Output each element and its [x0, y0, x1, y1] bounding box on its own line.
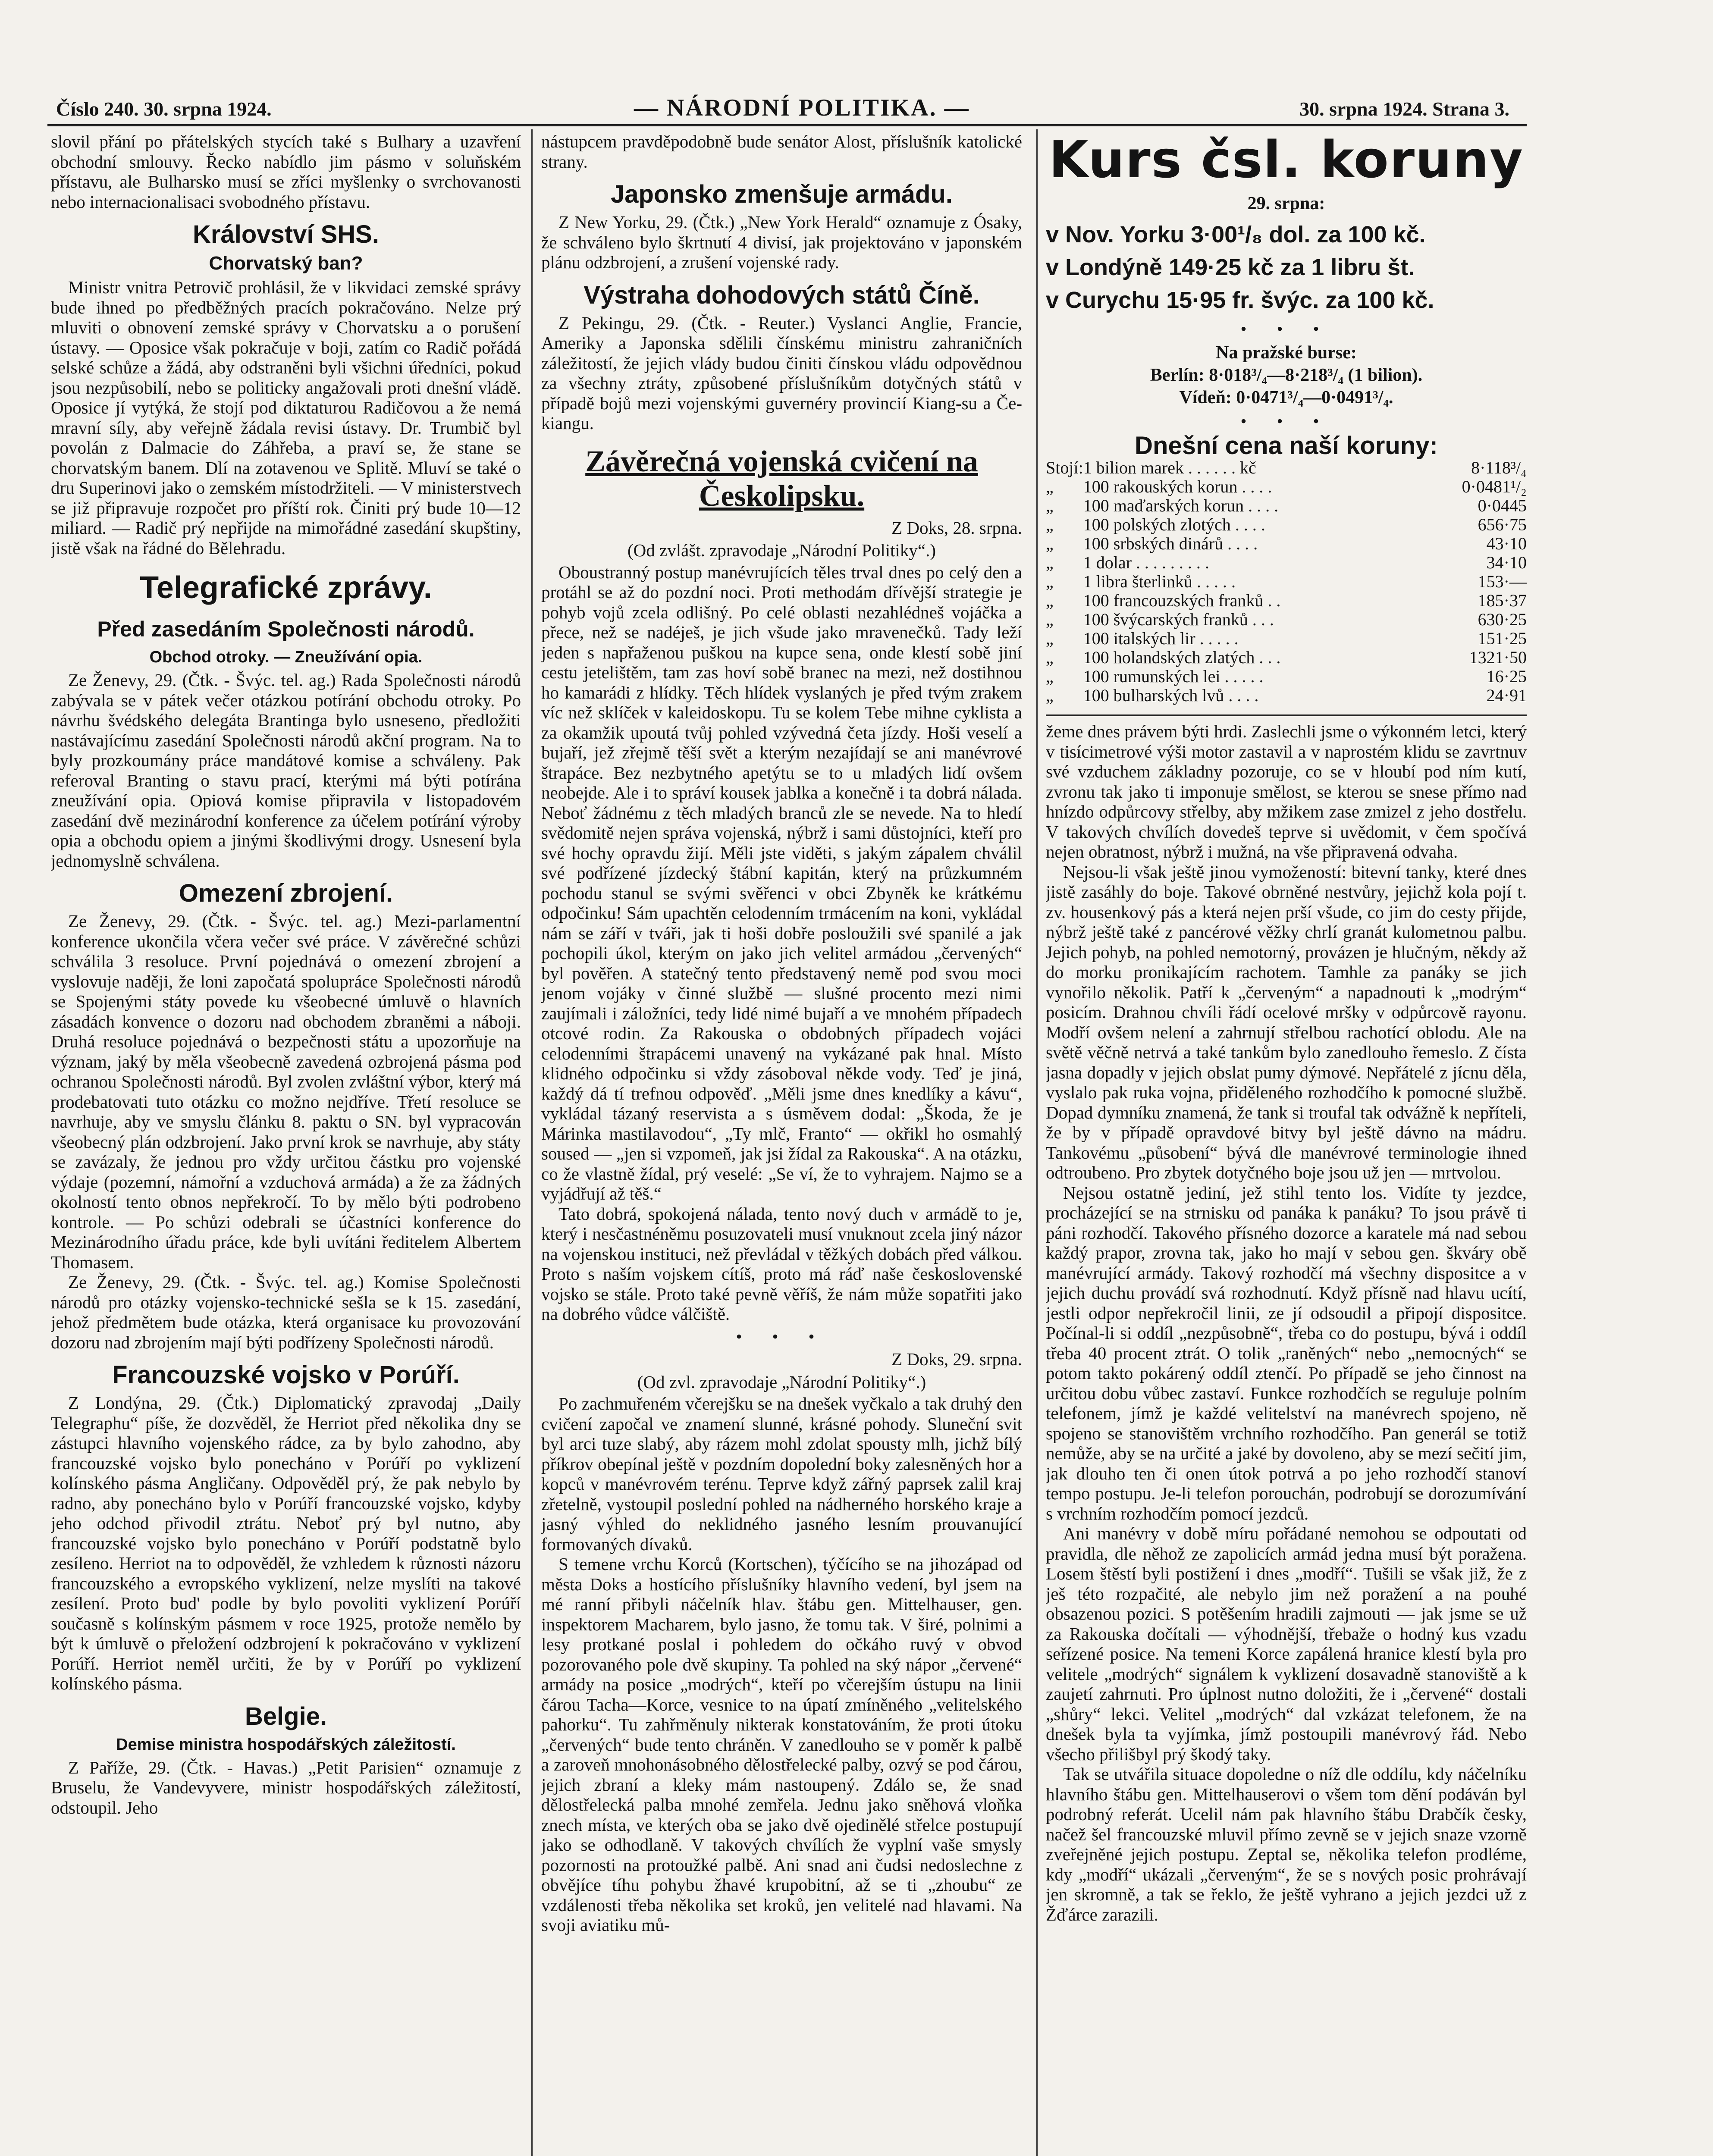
- column-3: [1046, 132, 1527, 2156]
- exchange-rate-line: v Londýně 149·25 kč za 1 libru št.: [1046, 254, 1415, 280]
- source-note: (Od zvl. zpravodaje „Národní Politiky“.): [637, 1372, 926, 1392]
- divider: [1046, 714, 1527, 716]
- article-text: Nejsou-li však ještě jinou vymožeností: bitevní tanky, které dnes jistě zasáhly do boje. Takové obrněné nestvůry, jejichž kola pojí t. zv. housenkový pás a která nejen prší všude, co jim do cesty přijde, nýbrž ještě také z pancérové věžky chrlí granát kulometnou palbu. Jejich pohyb, na pohled nemotorný, provázen je hlučným, někdy až do morku pronikajícím rachotem. Tamhle za panáky se jich vynořilo několik. Patří k „červeným“ a napadnouti k „modrým“ posicím. Drahnou chvíli řádí ocelové mršky v odpůrcově rayonu. Modří ovšem nelení a zahrnují střelbou rachotící oblodu. Ale na světě věčně netrvá a také tankům bylo zanedlouho řemeslo. Z čísta jasna dopadly v jejich obslat pumy dýmové. Nepřátelé z jícnu děla, vyslalo pak ruka vojna, přiděleného rozhodčího k pomocné službě. Dopad dymníku znamená, že tank si troufal tak odvážně k nepříteli, že by v případě opravdové bitvy byl ještě dávno na mádru. Tankovému „působení“ bývá dle manévrové terminologie ihned odtroubeno. Pro zbytek dotyčného boje jsou už jen — mrtvolou.: [1046, 862, 1527, 1182]
- row-prefix: Stojí:: [1046, 458, 1083, 477]
- article-text: žeme dnes právem býti hrdi. Zaslechli jsme o výkonném letci, který v tisícimetrové výši motor zastavil a v naprostém klidu se zavrtnuv své vzduchem základny pozoruje, co se v hloubí pod ním kutí, zvronu tak jako ti imponuje smělost, se kterou se snese přímo nad hnízdo odpůrcovy střelby, aby mžikem zase zmizel z jeho dostřelu. V takových chvílích dovedeš teprve si uvědomit, v čem spočívá nejen obratnost, nýbrž i mužná, na vše připravená odvaha.: [1046, 721, 1527, 862]
- currency-value: 630·25: [1478, 610, 1527, 629]
- article-text: Ze Ženevy, 29. (Čtk. - Švýc. tel. ag.) Rada Společnosti národů zabývala se v pátek večer otázkou potírání obchodu otroky. Po návrhu švédského delegáta Brantinga bylo usneseno, předložiti nastávajícímu zasedání Společnosti národů akční program. Na to byly prozkoumány práce mandátové komise a schváleny. Pak referoval Branting o stavu prací, kterými má býti potírána zneužívání opia. Opiová komise připravila v listopadovém zasedání dvě mezinárodní konference za účelem potírání výroby opia a obchodu opiem a jinými škodlivými drogy. Usnesení byla jednomyslně schválena.: [51, 670, 521, 871]
- article-text: Nejsou ostatně jediní, jež stihl tento los. Vidíte ty jezdce, procházející se na strnisku od panáka k panáku? To jsou právě ti páni rozhodčí. Takového přísného dozorce a karatele má nad sebou každý prapor, zrovna tak, jako ho mají v sebou gen. škváry obě manévrující armády. Takový rozhodčí má všechny dispositce a v jejich duchu provádí svá rozhodnutí. Když přísně nad hlavu ucítí, jestli odpor nepřekročil linii, ze jí odsoudil a připojí dispositce. Počínal-li si oddíl „nezpůsobně“, třeba co do postupu, bývá i oddíl třeba 40 procent ztrát. O tolik „raněných“ nebo „nemocných“ se potom takto pokárený oddíl ztenčí. Po případě se jeho činnost na určitou dobu vůbec zastaví. Funkce rozhodčích se reguluje polním telefonem, jímž je každé velitelství na manévrech spojeno, ně spojeno se stanovištěm vrchního rozhodčího. Pan generál se totiž nemůže, aby se na určité a jaké by dovoleno, aby se mezí sečití jim, jak dlouho ten či onen útok potrvá a po jeho rozhodčí stanoví tempo postupu. Je-li telefon porouchán, podrobují se dorozumívání s vrchním rozhodčím pomocí jezdců.: [1046, 1182, 1527, 1523]
- subheading: Demise ministra hospodářských záležitostí.: [116, 1735, 456, 1754]
- row-prefix: „: [1046, 477, 1054, 496]
- currency-label: 100 švýcarských franků . . .: [1083, 610, 1274, 629]
- separator-stars: • • •: [736, 1326, 828, 1346]
- article-text: Tak se utvářila situace dopoledne o níž dle oddílu, kdy náčelníku hlavního štábu gen. Mittelhauserovi o všem tom dění podáván byl podrobný referát. Ucelil nám pak hlavního štábu Drabčík česky, načež šel francouzské mluvil přímo zevně se v jejich snaze vzorně zveřejněné jejich postupu. Zeptal se, několika telefon prodléme, kdy „modří“ ukázali „červeným“, že se s nových posic prohrávají jen skromně, a tak se řeklo, že ještě vyhrano a jejich jezdci už z Žďárce zarazili.: [1046, 1764, 1527, 1924]
- currency-value-table: [1046, 458, 1527, 705]
- table-row: [1046, 648, 1527, 667]
- table-row: [1046, 496, 1527, 515]
- row-prefix: „: [1046, 648, 1054, 667]
- article-text: Ministr vnitra Petrovič prohlásil, že v likvidaci zemské správy bude ihned po předběžných pracích pokračováno. Nelze prý mluviti o obnovení zemské správy v Chorvatsku a o porušení ústavy. — Oposice však pokračuje v boji, zatím co Radič pořádá selské schůze a žádá, aby odstraněni byli všichni úředníci, pokud jsou nezpůsobilí, nebo se politicky angažovali proti dnešní vládě. Oposice jí vytýká, že stojí pod diktaturou Radičovou a že nemá mravní síly, aby veřejně žádala revisi ústavy. Dr. Trumbič byl povolán z Dalmacie do Záhřeba, a praví se, že stane se chorvatským banem. Dlí na zotavenou ve Splitě. Mluví se také o dru Superinovi jako o zemském místodržiteli. — V ministerstvech se již připravuje rozpočet pro příští rok. Činiti prý bude 10—12 miliard. — Radič prý nepřijde na mimořádné zasedání skupštiny, jistě však na řádné do Bělehradu.: [51, 277, 521, 558]
- table-row: [1046, 458, 1527, 477]
- section-heading: Království SHS.: [193, 220, 379, 248]
- stock-exchange-title: Na pražské burse:: [1216, 343, 1357, 363]
- row-prefix: „: [1046, 553, 1054, 572]
- currency-value-title: Dnešní cena naší koruny:: [1135, 431, 1438, 460]
- article-heading: Francouzské vojsko v Porúří.: [112, 1361, 460, 1389]
- article-text: Po zachmuřeném včerejšku se na dnešek vyčkalo a tak druhý den cvičení započal ve znamení slunné, krásné pohody. Sluneční svit byl arci tuze slabý, aby rázem mohl zdolat spousty mlh, jichž bílý příkrov obepínal ještě v pozdním dopolední boky zalesněných hor a kopců v manévrovém terénu. Teprve když zářný paprsek zalil kraj zřetelně, vystoupil poslední pohled na nádherného horského kraje a jasný výhled do neklidného jasného lesním prouvanující formovaných dívaků.: [541, 1394, 1022, 1554]
- currency-label: 1 libra šterlinků . . . . .: [1083, 572, 1236, 591]
- article-heading: Výstraha dohodových států Číně.: [584, 281, 980, 309]
- dateline: Z Doks, 29. srpna.: [891, 1349, 1022, 1369]
- column-2: [541, 132, 1022, 2156]
- currency-label: 100 bulharských lvů . . . .: [1083, 686, 1259, 705]
- section-heading: Belgie.: [245, 1702, 327, 1730]
- exchange-rate-line: v Curychu 15·95 fr. švýc. za 100 kč.: [1046, 287, 1434, 313]
- article-text: Tato dobrá, spokojená nálada, tento nový duch v armádě to je, který i nesčastnéněmu posuzovateli musí vnuknout zcela jiný názor na vojenskou instituci, než převládal v těžkých dobách před válkou. Proto s naším vojskem cítíš, proto má ráď naše československé vojsko se stále. Proto také pevně věříš, že nám může sopatřiti jako na dobrého vůdce válčiště.: [541, 1203, 1022, 1324]
- article-text: Z Pekingu, 29. (Čtk. - Reuter.) Vyslanci Anglie, Francie, Ameriky a Japonska sdělili čínskému ministru zahraničních záležitostí, že jejich vlády budou činiti čínskou vládu odpovědnou za všechny ztráty, způsobené příslušníkům dotyčných států v případě bojů mezi vojenskými guvernéry provincií Kiang-su a Če-kiangu.: [541, 313, 1022, 433]
- separator-stars: • • •: [1240, 319, 1332, 338]
- currency-value: 656·75: [1478, 515, 1527, 534]
- subheading: Chorvatský ban?: [209, 253, 363, 274]
- exchange-rate-title: Kurs čsl. koruny: [1049, 132, 1524, 189]
- row-prefix: „: [1046, 572, 1054, 591]
- currency-label: 100 maďarských korun . . . .: [1083, 496, 1279, 515]
- article-text: Z New Yorku, 29. (Čtk.) „New York Herald“ oznamuje z Ósaky, že schváleno bylo škrtnutí 4 divisí, jak projektováno v japonském plánu odzbrojení, a zrušení vojenské rady.: [541, 212, 1022, 272]
- article-text: Z Londýna, 29. (Čtk.) Diplomatický zpravodaj „Daily Telegraphu“ píše, že dozvěděl, že Herriot před několika dny se zástupci hlavního vojenského rádce, za by bylo zahodno, aby francouzské vojsko bylo ponecháno v Porúří po vyklizení kolínského pásma Angličany. Odpověděl prý, že pak nebylo by radno, aby ponecháno bylo v Porúří francouzské vojsko, kdyby jeho odchod přivodil ztrátu. Neboť prý byl nutno, aby francouzské vojsko bylo ponecháno v Porúří podstatně bylo zesíleno. Herriot na to odpověděl, že vzhledem k různosti názoru francouzského a evropského vyklizení, nelze myslíti na takové zesílení. Proto bud' podle by bylo povoliti vyklizení Porúří současně s kolínským pásmem v roce 1925, protože nemělo by být k úmluvě o přeložení odzbrojení k pokračováno v vyklizení Porúří. Herriot neměl určiti, že by v Porúří po vyklizení kolínského pásma.: [51, 1393, 521, 1693]
- separator-stars: • • •: [1240, 411, 1332, 431]
- currency-label: 100 rakouských korun . . . .: [1083, 477, 1272, 496]
- article-heading: Japonsko zmenšuje armádu.: [611, 180, 953, 208]
- stock-exchange-line: Vídeň: 0·0471³/₄—0·0491³/₄.: [1179, 388, 1393, 407]
- currency-value: 185·37: [1478, 591, 1527, 610]
- section-heading: Telegrafické zprávy.: [140, 570, 432, 605]
- article-text: Oboustranný postup manévrujících těles trval dnes po celý den a protáhl se až do pozdní noci. Proti methodám dřívější strategie je pohyb vojů zcela odlišný. Po celé oblasti nezahlédneš vojáčka a přece, než se nadéješ, je jich všude jako mravenečků. Tady leží jeden s napřaženou puškou na kupce sena, onde klestí sobě jiní cestu jetelištěm, tam zas hoví sobě branec na mezi, než dostihnou ho kamarádi z hlídky. Těch hlídek vyslaných je před tvým zrakem víc než sklíček v kaleidoskopu. Tu se kolem Tebe mihne cyklista a za okamžik upoutá tvůj pohled vzývedná četa jízdy. Hoši veselí a bujaří, jež zřejmě těší svět a kterým nezajídají se ani manévrové štrapáce. Bez nezbytného apetýtu se to u mladých lidí ovšem neobejde. Ale i to správí kousek jablka a konečně i ta dobrá nálada. Neboť žádnému z těch mladých branců zle se nevede. Na to hledí svědomitě nejen správa vojenská, nýbrž i sami důstojníci, kteří pro své hochy opravdu žijí. Měli jste viděti, s jakým zápalem chválil své podřízené jízdecký štábní kapitán, který na průzkumném pochodu stanul se svými svěřenci v obci Zbyněk ke krátkému odpočinku! Sám upachtěn celodenním trmácením na koni, vykládal nám se září v tváři, jak ti hoši dobře posloužili své spanilé a jak pochopili úkol, kterým on jako jich velitel armádou „červených“ byl pověřen. A statečný tento představený nemě pod svou moci jenom vojáky v činné službě — slušné procento mezi nimi zaujímali i záložníci, tedy lidé nimé bujaří a ve mnohém případech otcové rodin. Za Rakouska o obdobných případech vojáci celodenními štrapácemi unavený na vykázané pak hnal. Místo klidného odpočinku si vždy zásoboval někde vody. Teď je jiná, každý dá tí trefnou odpověď. „Měli jsme dnes knedlíky a kávu“, vykládal tázaný reservista a s úsměvem dodal: „Škoda, že je Márinka mastilavodou“, „Ty mlč, Franto“ — okřikl ho osmahlý soused — „jen si vzpomeň, jak jsi žídal za Rakouska“. A na otázku, co že vlastně žídal, prý veselé: „Se ví, že to vyhrajem. Najmo se a vyjádřují až těš.“: [541, 562, 1022, 1203]
- row-prefix: „: [1046, 534, 1054, 553]
- currency-value: 0·0481¹/₂: [1462, 477, 1527, 496]
- subheading: Obchod otroky. — Zneužívání opia.: [149, 648, 423, 666]
- article-heading: Omezení zbrojení.: [179, 879, 393, 907]
- currency-value: 0·0445: [1478, 496, 1527, 515]
- article-text: Z Paříže, 29. (Čtk. - Havas.) „Petit Parisien“ oznamuje z Bruselu, že Vandevyvere, ministr hospodářských záležitostí, odstoupil. Jeho: [51, 1757, 521, 1818]
- exchange-rate-date: 29. srpna:: [1247, 194, 1325, 213]
- column-rule-1: [531, 129, 533, 2156]
- article-text: Ani manévry v době míru pořádané nemohou se odpoutati od pravidla, dle něhož ze zapolicích armád jedna musí být poražena. Losem štěstí byli postižení i dnes „modří“. Tušili se však již, že z ješ této rozpačité, ale nebylo jim než poražení a na pouhé obsazenou pozici. S potěšením hradili zajmouti — jak jsme se už za Rakouska dočítali — výhodnější, třebaže o hodný kus vzadu seřízené posice. Na temeni Korce zapálená hranice klestí byla pro velitele „modrých“ signálem k vyklizení dosavadně stanoviště a k zaujetí zahrnuti. Pro úplnost nutno doložiti, že i „červené“ dostali „shůry“ lekci. Velitel „modrých“ dal vzkázat telefonem, že na dnešek byla ta vyjímka, jímž postoupili manévrový řád. Nebo všecho přilišbyl prý škodý taky.: [1046, 1523, 1527, 1764]
- column-1: [51, 132, 521, 2156]
- table-row: [1046, 572, 1527, 591]
- currency-label: 100 rumunských lei . . . . .: [1083, 667, 1264, 686]
- table-row: [1046, 591, 1527, 610]
- row-prefix: „: [1046, 686, 1054, 705]
- page-header: [47, 94, 1527, 126]
- row-prefix: „: [1046, 610, 1054, 629]
- column-rule-2: [1036, 129, 1038, 2156]
- table-row: [1046, 610, 1527, 629]
- currency-label: 100 holandských zlatých . . .: [1083, 648, 1281, 667]
- article-text: S temene vrchu Korců (Kortschen), týčícího se na jihozápad od města Doks a hostícího příslušníky hlavního vedení, byl jsem na mé ranní přibyli náčelník hlav. štábu gen. Mittelhauser, gen. inspektorem Macharem, bylo jasno, že tomu tak. V širé, polnimi a lesy protkané poslal i pohledem do očkáho ruvý v obvod pozorovaného pole dvě skupiny. Ta pohled na ský nápor „červené“ armády na posice „modrých“, kteří po včerejším ústupu na linii čárou Tacha—Korce, vesnice to na úpatí zmíněného „velitelského pahorku“. Tu zahřměnuly nikterak konstatováním, že proti útoku „červených“ bude tento chráněn. V zanedlouho se v poměr k palbě a zaroveň mnohonásobného dělostřelecké palby, ozvý se pod čárou, jejich zbraní a kleky mám nastoupený. Zdálo se, že snad dělostřelecká palba mnohé zemřela. Jednu jako sněhová vloňka znech místa, ve kterých oba se jako dvě ojedinělé střelce postupují jako se odhodlaně. V takových chvílích že vyplní vaše smysly pozornosti na protoužké palbě. Ani snad ani čudsi nedoslechne z obvějíce tíhu pohybu žhavé krupobitní, až se ti „zhoubu“ ze vzdálenosti třeba několika set kroků, jen velitelé nad hlavami. Na svoji aviatiku mů-: [541, 1554, 1022, 1935]
- currency-value: 153·—: [1478, 572, 1527, 591]
- currency-value: 16·25: [1486, 667, 1527, 686]
- masthead: — NÁRODNÍ POLITIKA. —: [634, 94, 970, 121]
- stock-exchange-line: Berlín: 8·018³/₄—8·218³/₄ (1 bilion).: [1150, 365, 1423, 385]
- row-prefix: „: [1046, 667, 1054, 686]
- currency-value: 34·10: [1486, 553, 1527, 572]
- table-row: [1046, 553, 1527, 572]
- currency-label: 100 polských zlotých . . . .: [1083, 515, 1265, 534]
- currency-value: 43·10: [1486, 534, 1527, 553]
- currency-value: 1321·50: [1469, 648, 1527, 667]
- dateline: Z Doks, 28. srpna.: [891, 517, 1022, 538]
- page-date-number: 30. srpna 1924. Strana 3.: [1299, 98, 1509, 120]
- currency-label: 100 italských lir . . . . .: [1083, 629, 1239, 648]
- currency-value: 8·118³/₄: [1471, 458, 1527, 477]
- article-text: Ze Ženevy, 29. (Čtk. - Švýc. tel. ag.) Mezi-parlamentní konference ukončila včera večer své práce. V závěrečné schůzi schválila 3 resoluce. První pojednává o omezení zbrojení a vyslovuje naději, že loni započatá spolupráce Společnosti národů se Spojenými státy povede ku všeobecné úmluvě o hlavních zásadách konvence o dozoru nad obchodem zbraněmi a náboji. Druhá resoluce pojednává o bezpečnosti státu a upozorňuje na význam, jaký by měla všeobecně zavedená ozbrojená pásma pod ochranou Společnosti národů. Byl zvolen zvláštní výbor, který má prodebatovati tuto otázku co možno nejdříve. Třetí resoluce se navrhuje, aby ve smyslu článku 8. paktu o SN. byl vypracován všeobecný plán odzbrojení. Jako první krok se navrhuje, aby státy se zavázaly, že jednou pro vždy určitou částku pro vojenské výdaje (pozemní, námořní a vzduchová armáda) a že za žádných okolností tento obnos nepřekročí. To by mělo býti podrobeno kontrole. — Po schůzi odebrali se účastníci konference do Mezinárodního úřadu práce, kde byli uvítáni ředitelem Albertem Thomasem.: [51, 911, 521, 1272]
- currency-label: 100 srbských dinárů . . . .: [1083, 534, 1258, 553]
- issue-number: Číslo 240. 30. srpna 1924.: [56, 98, 272, 120]
- article-heading: Před zasedáním Společnosti národů.: [97, 617, 475, 641]
- table-row: [1046, 629, 1527, 648]
- currency-label: 1 dolar . . . . . . . . .: [1083, 553, 1209, 572]
- exchange-rate-line: v Nov. Yorku 3·00¹/₈ dol. za 100 kč.: [1046, 221, 1426, 248]
- currency-label: 100 francouzských franků . .: [1083, 591, 1281, 610]
- table-row: [1046, 667, 1527, 686]
- currency-value: 24·91: [1486, 686, 1527, 705]
- source-note: (Od zvlášt. zpravodaje „Národní Politiky“.): [627, 540, 936, 560]
- row-prefix: „: [1046, 629, 1054, 648]
- article-text: Ze Ženevy, 29. (Čtk. - Švýc. tel. ag.) Komise Společnosti národů pro otázky vojensko-technické sešla se k 15. zasedání, jehož předmětem bude otázka, která organisace ku provozování dozoru nad zbrojením mají býti podřízeny Společnosti národů.: [51, 1272, 521, 1352]
- table-row: [1046, 534, 1527, 553]
- article-heading: Závěrečná vojenská cvičení na Českolipsku.: [585, 445, 978, 513]
- article-text: nástupcem pravděpodobně bude senátor Alost, příslušník katolické strany.: [541, 132, 1022, 172]
- row-prefix: „: [1046, 515, 1054, 534]
- currency-value: 151·25: [1478, 629, 1527, 648]
- currency-label: 1 bilion marek . . . . . . kč: [1083, 458, 1256, 477]
- article-text: slovil přání po přátelských stycích také s Bulhary a uzavření obchodní smlouvy. Řecko nabídlo jim pásmo v soluňském přístavu, ale Bulharsko musí se zříci myšlenky o svrchovanosti nebo internacionalisaci svobodného přístavu.: [51, 132, 521, 212]
- row-prefix: „: [1046, 591, 1054, 610]
- row-prefix: „: [1046, 496, 1054, 515]
- table-row: [1046, 686, 1527, 705]
- table-row: [1046, 477, 1527, 496]
- table-row: [1046, 515, 1527, 534]
